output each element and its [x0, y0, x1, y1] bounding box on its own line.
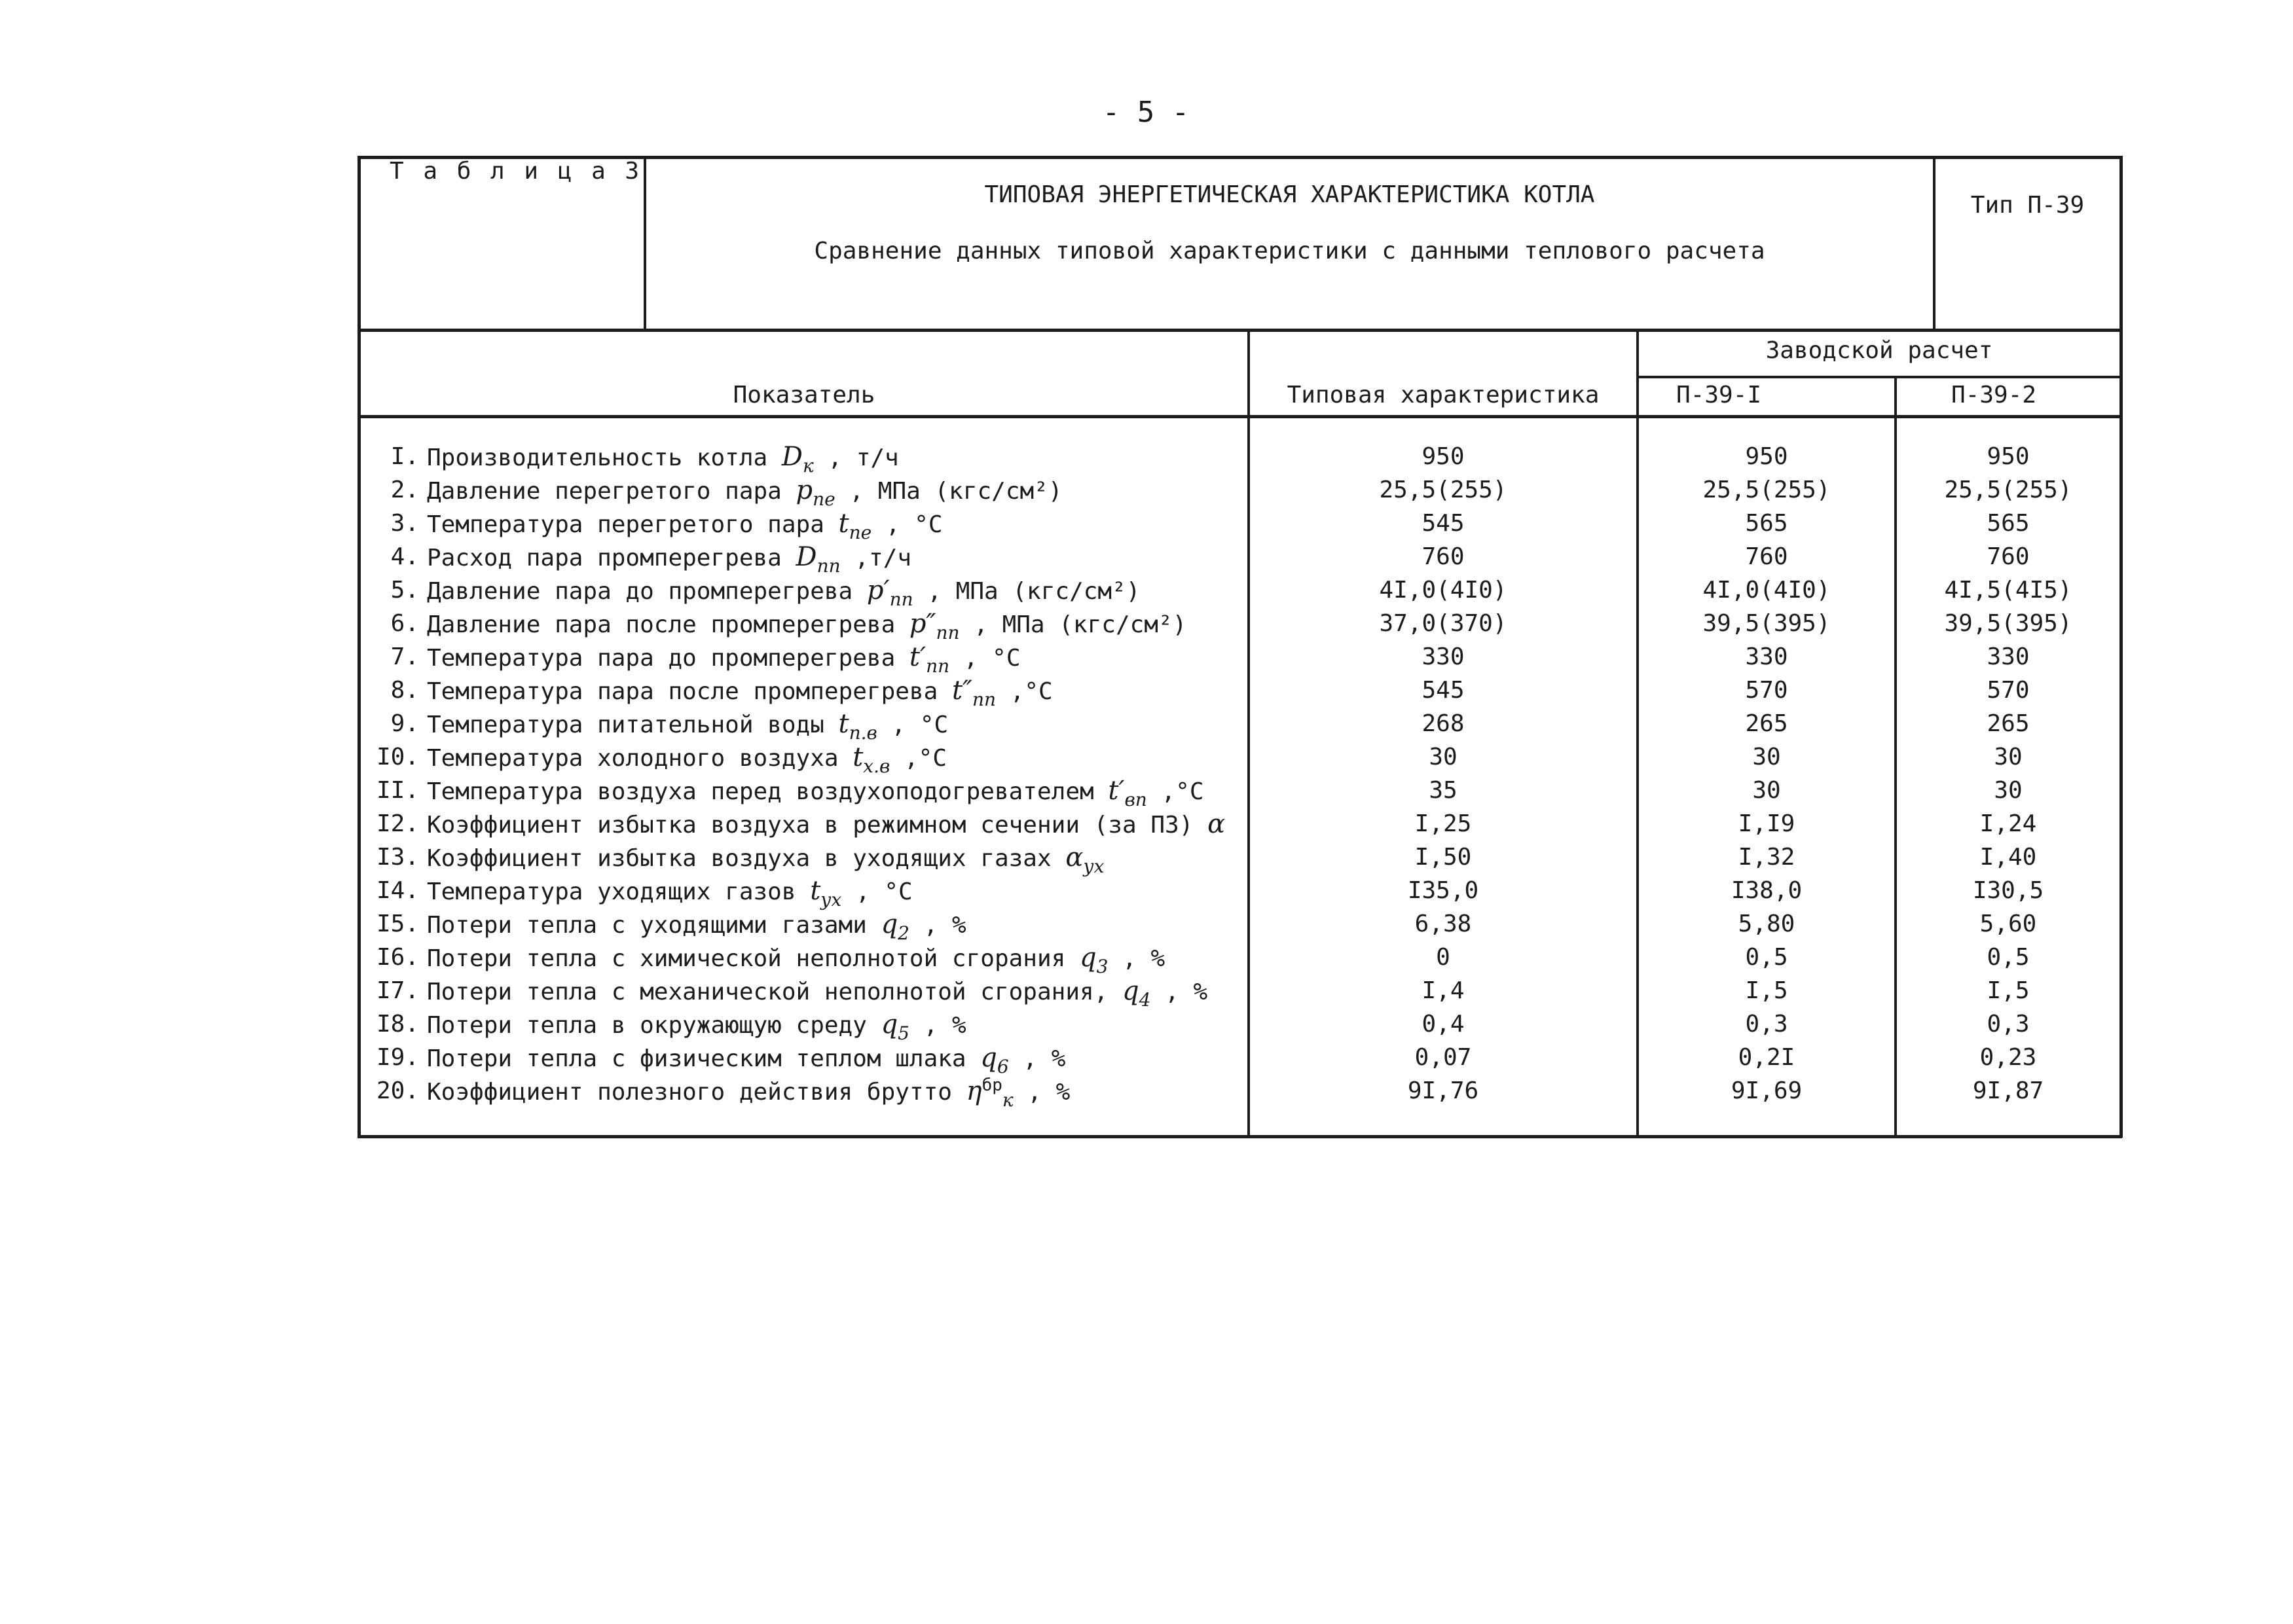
value-factory-2: 4I,5(4I5) — [1944, 577, 2072, 604]
value-factory-1: 0,5 — [1745, 944, 1788, 971]
header-factory: Заводской расчет — [1765, 337, 1993, 364]
row-indicator — [427, 509, 943, 541]
indicator-subscript: пп — [816, 555, 841, 577]
indicator-text: Расход пара промперегрева — [427, 545, 796, 571]
indicator-unit: , °С — [841, 878, 913, 905]
indicator-subscript: пп — [889, 588, 913, 610]
value-typical: 4I,0(4I0) — [1379, 577, 1507, 604]
indicator-symbol: q — [881, 1009, 898, 1039]
value-typical: 760 — [1422, 543, 1465, 570]
value-typical: 0 — [1436, 944, 1450, 971]
value-factory-2: I,5 — [1987, 977, 2030, 1004]
indicator-subscript: пп — [926, 655, 950, 677]
indicator-text: Коэффициент избытка воздуха в режимном сечении (за ПЗ) — [427, 812, 1208, 839]
indicator-symbol: α — [1065, 842, 1084, 873]
value-factory-2: 565 — [1987, 510, 2030, 537]
row-indicator — [427, 843, 1104, 875]
value-factory-2: 265 — [1987, 710, 2030, 737]
indicator-text: Потери тепла с химической неполнотой сгорания — [427, 945, 1080, 972]
value-factory-2: 570 — [1987, 677, 2030, 704]
value-factory-2: 760 — [1987, 543, 2030, 570]
indicator-subscript: пп — [972, 689, 997, 710]
row-number: 3. — [390, 510, 419, 537]
row-number: 20. — [376, 1077, 419, 1104]
header-indicator: Показатель — [733, 382, 875, 408]
row-number: 8. — [390, 677, 419, 704]
value-typical: 330 — [1422, 643, 1465, 670]
row-indicator — [427, 642, 1021, 677]
row-indicator — [427, 442, 899, 477]
indicator-symbol: t — [838, 709, 849, 739]
indicator-symbol: p″ — [909, 609, 936, 639]
table-label: Т а б л и ц а 3 — [390, 158, 642, 185]
row-number: I9. — [376, 1044, 419, 1071]
value-factory-1: 950 — [1745, 443, 1788, 470]
indicator-subscript: 6 — [997, 1056, 1009, 1077]
indicator-unit: , °С — [877, 712, 949, 738]
value-factory-1: 330 — [1745, 643, 1788, 670]
row-number: I4. — [376, 877, 419, 904]
value-typical: 9I,76 — [1407, 1077, 1479, 1104]
indicator-symbol: t — [853, 742, 864, 772]
row-number: I7. — [376, 977, 419, 1004]
indicator-unit: , % — [1013, 1079, 1071, 1106]
value-factory-2: 30 — [1994, 744, 2023, 770]
indicator-subscript: пе — [849, 522, 872, 543]
row-indicator — [427, 676, 1053, 708]
indicator-symbol: η — [966, 1076, 982, 1106]
indicator-text: Потери тепла в окружающую среду — [427, 1012, 881, 1039]
table-title: ТИПОВАЯ ЭНЕРГЕТИЧЕСКАЯ ХАРАКТЕРИСТИКА КОТЛА — [984, 181, 1595, 208]
indicator-subscript: ух — [820, 889, 842, 911]
value-factory-1: I,32 — [1738, 844, 1795, 871]
row-indicator — [427, 709, 949, 744]
row-indicator — [427, 575, 1141, 610]
row-number: I0. — [376, 744, 419, 770]
indicator-text: Температура воздуха перед воздухоподогревателем — [427, 778, 1109, 805]
indicator-subscript: к — [802, 455, 814, 477]
row-indicator — [427, 810, 1225, 840]
value-factory-1: 30 — [1752, 777, 1781, 804]
header-factory-2: П-39-2 — [1951, 382, 2037, 408]
row-indicator — [427, 475, 1063, 510]
indicator-symbol: t — [810, 876, 821, 906]
page-number: - 5 - — [1102, 96, 1190, 129]
indicator-unit: ,°С — [1146, 778, 1204, 805]
value-factory-1: 25,5(255) — [1702, 477, 1831, 503]
row-indicator — [427, 876, 913, 911]
value-typical: I35,0 — [1407, 877, 1479, 904]
row-number: I3. — [376, 844, 419, 871]
indicator-unit: , % — [909, 912, 966, 939]
indicator-subscript: пп — [936, 622, 960, 643]
value-factory-2: 9I,87 — [1972, 1077, 2044, 1104]
header-vline-right — [1933, 156, 1935, 331]
value-typical: 950 — [1422, 443, 1465, 470]
indicator-subscript: к — [1002, 1089, 1014, 1111]
indicator-text: Температура пара после промперегрева — [427, 678, 952, 705]
value-typical: 6,38 — [1414, 911, 1472, 937]
value-factory-2: 39,5(395) — [1944, 610, 2072, 637]
indicator-symbol: t — [838, 509, 849, 539]
row-indicator — [427, 1043, 1065, 1075]
indicator-text: Температура питательной воды — [427, 712, 839, 738]
indicator-subscript: х.в — [863, 755, 890, 777]
indicator-unit: , МПа (кгс/см²) — [959, 611, 1187, 638]
indicator-unit: ,т/ч — [840, 545, 912, 571]
indicator-symbol: q — [980, 1043, 997, 1073]
value-factory-1: 39,5(395) — [1702, 610, 1831, 637]
indicator-text: Коэффициент полезного действия брутто — [427, 1079, 966, 1106]
row-number: II. — [376, 777, 419, 804]
indicator-symbol: D — [796, 542, 817, 572]
value-factory-2: I30,5 — [1972, 877, 2044, 904]
value-typical: 35 — [1429, 777, 1458, 804]
header-divider — [358, 329, 2122, 332]
value-factory-2: 0,3 — [1987, 1011, 2030, 1038]
value-factory-1: I38,0 — [1731, 877, 1803, 904]
indicator-unit: ,°С — [890, 745, 947, 772]
indicator-text: Температура холодного воздуха — [427, 745, 853, 772]
indicator-text: Давление перегретого пара — [427, 478, 796, 505]
indicator-unit: , % — [1008, 1045, 1066, 1072]
row-number: I6. — [376, 944, 419, 971]
value-typical: 268 — [1422, 710, 1465, 737]
indicator-subscript: 3 — [1096, 956, 1109, 977]
row-indicator — [427, 1009, 966, 1044]
row-indicator — [427, 609, 1186, 641]
indicator-unit: , % — [1150, 979, 1208, 1005]
value-factory-2: 0,23 — [1979, 1044, 2037, 1071]
indicator-subscript: 2 — [898, 922, 909, 944]
indicator-unit: , МПа (кгс/см²) — [835, 478, 1063, 505]
row-number: 9. — [390, 710, 419, 737]
header-factory-1: П-39-I — [1676, 382, 1762, 408]
value-factory-2: 25,5(255) — [1944, 477, 2072, 503]
table-border-bottom — [358, 1135, 2122, 1138]
indicator-symbol: p — [796, 475, 813, 505]
value-factory-2: 330 — [1987, 643, 2030, 670]
value-typical: I,4 — [1422, 977, 1465, 1004]
indicator-subscript: вп — [1124, 789, 1147, 810]
value-factory-1: 760 — [1745, 543, 1788, 570]
value-factory-1: 265 — [1745, 710, 1788, 737]
value-factory-1: 570 — [1745, 677, 1788, 704]
value-factory-2: 5,60 — [1979, 911, 2037, 937]
colhead-border-bottom — [358, 415, 2122, 418]
indicator-unit: , МПа (кгс/см²) — [913, 578, 1141, 605]
value-factory-1: I,5 — [1745, 977, 1788, 1004]
value-factory-1: 5,80 — [1738, 911, 1795, 937]
indicator-symbol: t′ — [909, 642, 926, 672]
value-factory-1: 30 — [1752, 744, 1781, 770]
indicator-symbol: q — [1122, 976, 1139, 1006]
indicator-text: Потери тепла с механической неполнотой сгорания, — [427, 979, 1123, 1005]
indicator-text: Потери тепла с уходящими газами — [427, 912, 881, 939]
row-number: I. — [390, 443, 419, 470]
value-factory-1: 4I,0(4I0) — [1702, 577, 1831, 604]
value-typical: 545 — [1422, 510, 1465, 537]
row-number: 7. — [390, 643, 419, 670]
value-factory-1: 0,3 — [1745, 1011, 1788, 1038]
row-indicator — [427, 943, 1165, 975]
indicator-text: Коэффициент избытка воздуха в уходящих газах — [427, 845, 1066, 872]
indicator-subscript: ух — [1083, 856, 1105, 877]
value-factory-1: 9I,69 — [1731, 1077, 1803, 1104]
indicator-symbol: p′ — [866, 575, 890, 605]
indicator-unit: ,°С — [996, 678, 1053, 705]
value-typical: 30 — [1429, 744, 1458, 770]
indicator-subscript: п.в — [849, 722, 877, 744]
value-typical: 545 — [1422, 677, 1465, 704]
indicator-subscript: 5 — [898, 1022, 909, 1044]
row-indicator — [427, 976, 1208, 1011]
boiler-type: Тип П-39 — [1970, 192, 2085, 219]
row-number: 4. — [390, 543, 419, 570]
indicator-text: Давление пара после промперегрева — [427, 611, 909, 638]
value-typical: 25,5(255) — [1379, 477, 1507, 503]
indicator-unit: , °С — [871, 511, 943, 538]
indicator-text: Температура перегретого пара — [427, 511, 839, 538]
value-factory-1: 0,2I — [1738, 1044, 1795, 1071]
indicator-symbol: α — [1207, 809, 1226, 839]
indicator-symbol: q — [881, 909, 898, 939]
indicator-unit: , % — [1108, 945, 1165, 972]
table-border-right — [2119, 156, 2123, 1138]
value-factory-2: 0,5 — [1987, 944, 2030, 971]
value-factory-2: 950 — [1987, 443, 2030, 470]
indicator-text: Температура пара до промперегрева — [427, 645, 909, 672]
value-factory-2: I,24 — [1979, 810, 2037, 837]
row-number: I2. — [376, 810, 419, 837]
row-number: 2. — [390, 477, 419, 503]
row-indicator — [427, 742, 947, 777]
value-factory-1: I,I9 — [1738, 810, 1795, 837]
row-indicator — [427, 1077, 1070, 1109]
indicator-unit: , °С — [949, 645, 1021, 672]
value-typical: 37,0(370) — [1379, 610, 1507, 637]
indicator-symbol: t′ — [1108, 776, 1125, 806]
indicator-text: Температура уходящих газов — [427, 878, 811, 905]
indicator-unit: , % — [909, 1012, 966, 1039]
indicator-unit: , т/ч — [813, 444, 899, 471]
indicator-superscript: бр — [981, 1075, 1002, 1095]
value-typical: I,50 — [1414, 844, 1472, 871]
indicator-subscript: 4 — [1139, 989, 1151, 1011]
value-factory-2: I,40 — [1979, 844, 2037, 871]
indicator-text: Давление пара до промперегрева — [427, 578, 867, 605]
value-typical: 0,4 — [1422, 1011, 1465, 1038]
colhead-factory-divider — [1636, 376, 2122, 378]
value-typical: 0,07 — [1414, 1044, 1472, 1071]
header-typical: Типовая характеристика — [1287, 382, 1600, 408]
row-number: 6. — [390, 610, 419, 637]
indicator-subscript: пе — [813, 488, 835, 510]
indicator-symbol: D — [781, 442, 803, 472]
row-number: I5. — [376, 911, 419, 937]
table-subtitle: Сравнение данных типовой характеристики с данными теплового расчета — [814, 238, 1765, 264]
value-typical: I,25 — [1414, 810, 1472, 837]
value-factory-2: 30 — [1994, 777, 2023, 804]
row-indicator — [427, 909, 966, 944]
indicator-symbol: t″ — [951, 676, 972, 706]
row-indicator — [427, 542, 912, 577]
indicator-text: Потери тепла с физическим теплом шлака — [427, 1045, 981, 1072]
value-factory-1: 565 — [1745, 510, 1788, 537]
indicator-text: Производительность котла — [427, 444, 782, 471]
row-indicator — [427, 776, 1204, 808]
row-number: 5. — [390, 577, 419, 604]
indicator-symbol: q — [1080, 943, 1097, 973]
row-number: I8. — [376, 1011, 419, 1038]
